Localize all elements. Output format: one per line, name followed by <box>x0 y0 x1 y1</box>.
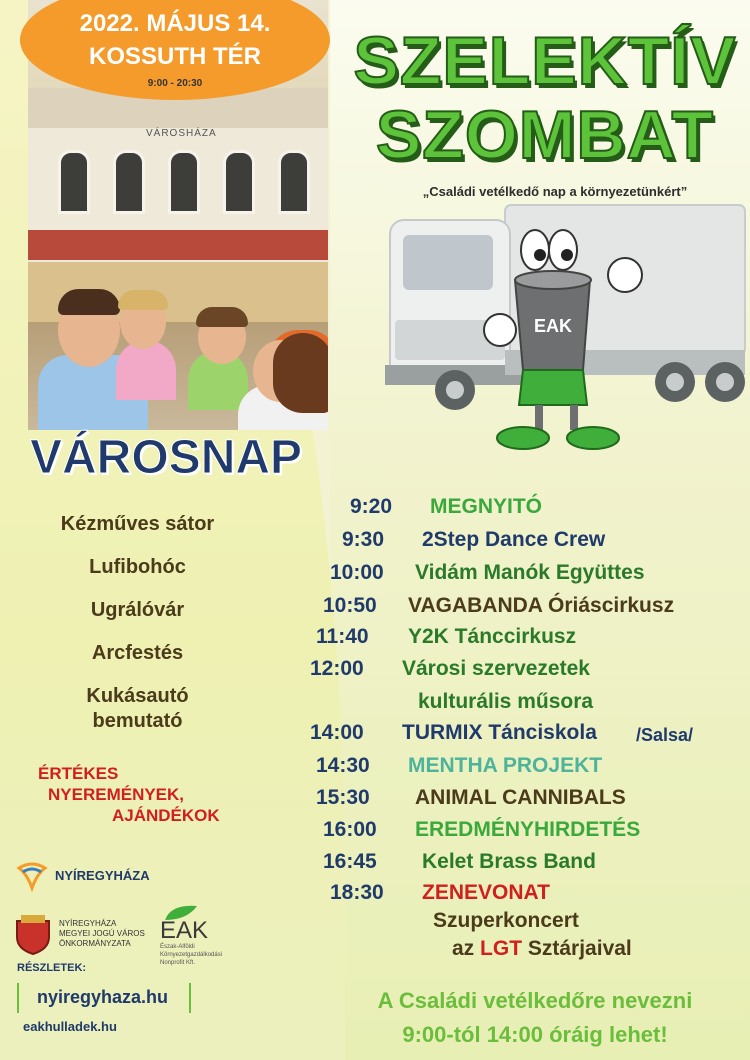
eak-subtitle <box>160 943 222 967</box>
eak-logo: EAK <box>160 917 209 944</box>
activity-item: Ugrálóvár <box>90 599 185 621</box>
concert-word: Sztárjaival <box>527 937 632 960</box>
event-hours: 9:00 - 20:30 <box>147 78 203 89</box>
schedule-event: Vidám Manók Együttes <box>415 561 645 584</box>
logos-area <box>15 857 315 1057</box>
mascot-label: EAK <box>533 316 573 336</box>
schedule-time: 14:30 <box>316 754 370 777</box>
building-sign: VÁROSHÁZA <box>146 128 217 139</box>
schedule-time: 11:40 <box>316 625 369 648</box>
schedule-event: Y2K Tánccirkusz <box>408 625 577 648</box>
prize-line: ÉRTÉKES <box>38 764 119 783</box>
activity-item: bemutató <box>92 710 183 732</box>
municipality-name <box>59 919 145 949</box>
schedule-event: VAGABANDA Óriáscirkusz <box>408 594 675 617</box>
title-line-1: SZELEKTÍV <box>353 23 737 99</box>
schedule-event: kulturális műsora <box>418 690 594 713</box>
schedule-time: 16:45 <box>323 850 377 873</box>
schedule-event: MEGNYITÓ <box>430 495 543 518</box>
schedule-time: 15:30 <box>316 786 370 809</box>
schedule-event: EREDMÉNYHIRDETÉS <box>415 818 641 841</box>
note-line-2: 9:00-tól 14:00 óráig lehet! <box>402 1022 668 1047</box>
city-name: NYÍREGYHÁZA <box>55 868 150 883</box>
municipality-line: NYÍREGYHÁZA <box>59 919 117 928</box>
event-date: 2022. MÁJUS 14. <box>79 10 271 37</box>
schedule-event: Kelet Brass Band <box>422 850 596 873</box>
activity-item: Arcfestés <box>91 642 184 664</box>
city-logo-icon <box>15 862 49 892</box>
eak-sub-line: Észak-Alföldi <box>160 944 195 950</box>
prize-line: AJÁNDÉKOK <box>112 806 220 825</box>
schedule-event: Városi szervezetek <box>402 657 590 680</box>
activity-item: Lufibohóc <box>89 556 186 578</box>
date-badge <box>20 0 330 100</box>
activity-item: Kézműves sátor <box>60 513 215 535</box>
concert-line-1: Szuperkoncert <box>433 909 579 932</box>
details-label: RÉSZLETEK: <box>17 962 87 974</box>
schedule-time: 10:00 <box>330 561 384 584</box>
municipality-line: MEGYEI JOGÚ VÁROS <box>59 929 145 938</box>
schedule-time: 12:00 <box>310 657 364 680</box>
activity-item: Kukásautó <box>86 685 189 707</box>
schedule-time: 10:50 <box>323 594 377 617</box>
schedule-time: 14:00 <box>310 721 364 744</box>
website-link[interactable]: nyiregyhaza.hu <box>37 987 169 1007</box>
subtitle: „Családi vetélkedő nap a környezetünkért” <box>422 184 688 199</box>
concert-line-2 <box>452 937 632 961</box>
schedule-time: 9:30 <box>342 528 385 551</box>
event-place: KOSSUTH TÉR <box>88 43 261 70</box>
trash-bin-mascot-icon <box>475 220 645 460</box>
family-group <box>38 285 328 430</box>
schedule-event: ZENEVONAT <box>422 881 550 904</box>
coat-of-arms-icon <box>15 915 51 955</box>
website-link-2[interactable]: eakhulladek.hu <box>23 1019 117 1034</box>
title-line-2: SZOMBAT <box>375 97 715 173</box>
schedule-time: 16:00 <box>323 818 377 841</box>
varosnap-heading: VÁROSNAP <box>30 431 303 484</box>
schedule-event: ANIMAL CANNIBALS <box>415 786 626 809</box>
schedule-event: TURMIX Tánciskola <box>402 721 597 744</box>
schedule-event: MENTHA PROJEKT <box>408 754 603 777</box>
prize-line: NYEREMÉNYEK, <box>48 785 185 804</box>
concert-word: az <box>452 937 475 960</box>
schedule-time: 18:30 <box>330 881 384 904</box>
concert-band: LGT <box>480 937 523 960</box>
schedule-time: 9:20 <box>350 495 393 518</box>
salsa-note: /Salsa/ <box>636 725 694 745</box>
note-line-1: A Családi vetélkedőre nevezni <box>377 988 693 1013</box>
flower-balcony <box>28 230 328 260</box>
municipality-line: ÖNKORMÁNYZATA <box>59 939 131 948</box>
schedule-event: 2Step Dance Crew <box>422 528 606 551</box>
eak-sub-line: Környezetgazdálkodási <box>160 952 223 958</box>
eak-sub-line: Nonprofit Kft. <box>160 960 196 966</box>
